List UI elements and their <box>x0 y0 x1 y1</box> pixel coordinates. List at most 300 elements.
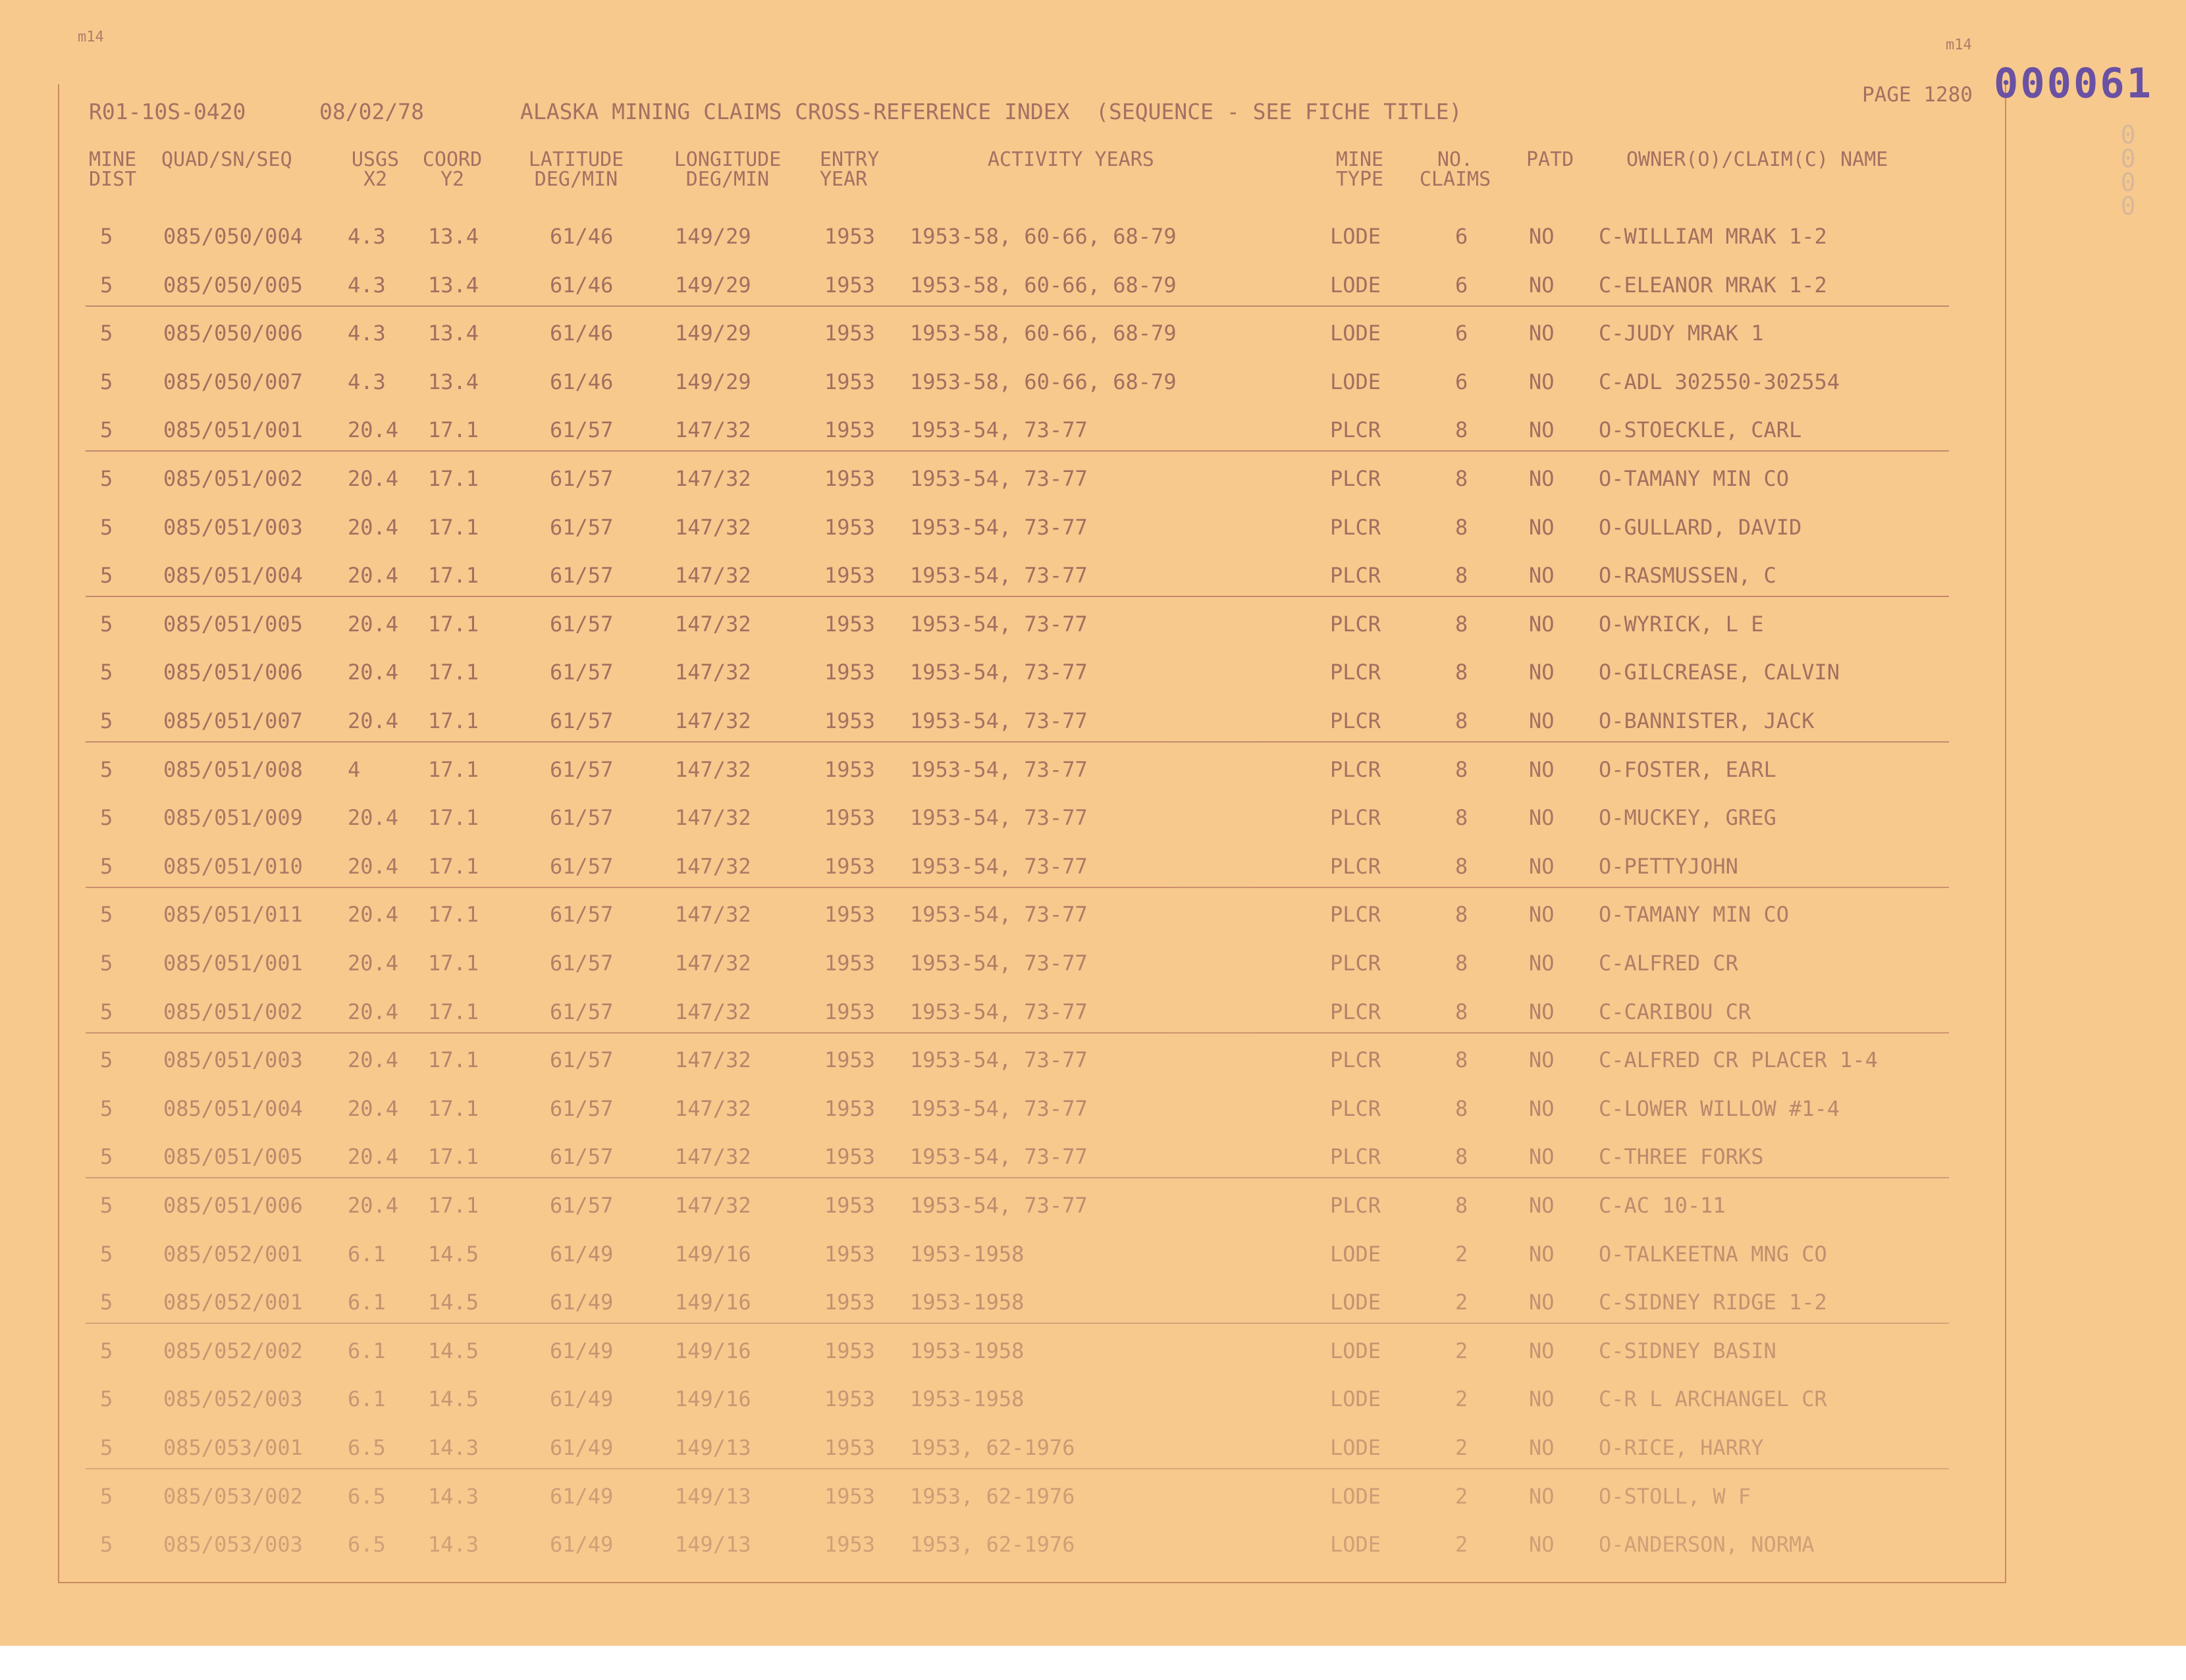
cell-dist: 5 <box>100 1435 113 1460</box>
cell-y2: 17.1 <box>428 1193 479 1218</box>
cell-lat: 61/49 <box>550 1241 614 1267</box>
cell-lat: 61/57 <box>550 951 614 976</box>
cell-claims: 6 <box>1455 321 1468 346</box>
table-row <box>86 1034 1949 1082</box>
cell-lat: 61/57 <box>550 853 614 879</box>
cell-type: PLCR <box>1330 660 1381 685</box>
cell-activity: 1953-54, 73-77 <box>910 1144 1088 1170</box>
cell-type: PLCR <box>1330 466 1381 491</box>
cell-y2: 17.1 <box>428 514 479 540</box>
cell-y2: 17.1 <box>428 563 479 589</box>
report-code: R01-10S-0420 <box>89 99 246 124</box>
cell-claims: 8 <box>1455 1095 1468 1121</box>
table-row <box>86 646 1949 694</box>
cell-lon: 147/32 <box>675 660 751 685</box>
cell-dist: 5 <box>100 1483 113 1509</box>
cell-x2: 6.1 <box>348 1290 386 1315</box>
column-header-line: YEAR <box>820 168 868 191</box>
cell-claims: 2 <box>1455 1290 1468 1315</box>
cell-activity: 1953-54, 73-77 <box>910 417 1088 443</box>
column-header-patd <box>1526 150 1592 170</box>
cell-lat: 61/46 <box>550 369 614 394</box>
cell-dist: 5 <box>100 951 113 976</box>
column-header-line: MINE <box>1335 148 1384 171</box>
cell-entry: 1953 <box>824 853 876 879</box>
cell-claims: 2 <box>1455 1338 1468 1363</box>
cell-x2: 20.4 <box>348 466 399 491</box>
cell-patd: NO <box>1529 466 1555 491</box>
cell-claims: 8 <box>1455 1144 1468 1170</box>
cell-patd: NO <box>1529 1095 1555 1121</box>
cell-activity: 1953-54, 73-77 <box>910 563 1088 589</box>
cell-lat: 61/49 <box>550 1338 614 1363</box>
document-stamp-number: 000061 <box>1994 59 2153 107</box>
cell-quad: 085/051/006 <box>163 1193 303 1218</box>
cell-type: PLCR <box>1330 999 1381 1024</box>
column-header-line: DIST <box>89 168 137 191</box>
cell-x2: 20.4 <box>348 1095 399 1121</box>
cell-owner: C-CARIBOU CR <box>1599 999 1751 1024</box>
cell-lat: 61/57 <box>550 660 614 685</box>
cell-lat: 61/57 <box>550 902 614 928</box>
column-header-line: MINE <box>89 148 137 171</box>
column-header-line: NO. <box>1437 148 1474 171</box>
cell-lat: 61/49 <box>550 1483 614 1509</box>
cell-type: PLCR <box>1330 1193 1381 1218</box>
cell-owner: C-ADL 302550-302554 <box>1599 369 1840 394</box>
cell-activity: 1953-54, 73-77 <box>910 1193 1088 1218</box>
cell-dist: 5 <box>100 369 113 394</box>
cell-claims: 8 <box>1455 563 1468 589</box>
cell-type: LODE <box>1330 321 1381 346</box>
column-header-line: TYPE <box>1335 168 1384 191</box>
cell-quad: 085/050/007 <box>163 369 303 394</box>
cell-owner: C-ELEANOR MRAK 1-2 <box>1599 272 1827 298</box>
cell-patd: NO <box>1529 272 1555 298</box>
cell-y2: 17.1 <box>428 853 479 879</box>
table-row <box>86 841 1949 888</box>
cell-entry: 1953 <box>824 1193 876 1218</box>
cell-lon: 149/16 <box>675 1386 751 1412</box>
cell-owner: O-TALKEETNA MNG CO <box>1599 1241 1827 1267</box>
cell-patd: NO <box>1529 660 1555 685</box>
cell-quad: 085/053/002 <box>163 1483 303 1509</box>
column-header-line: COORD <box>422 148 483 171</box>
cell-activity: 1953, 62-1976 <box>910 1532 1075 1558</box>
cell-entry: 1953 <box>824 1144 876 1170</box>
cell-owner: O-GILCREASE, CALVIN <box>1599 660 1840 685</box>
cell-lon: 149/29 <box>675 321 751 346</box>
cell-quad: 085/053/001 <box>163 1435 303 1460</box>
column-header-claims <box>1409 150 1501 190</box>
cell-owner: O-RASMUSSEN, C <box>1599 563 1776 589</box>
cell-quad: 085/051/011 <box>163 902 303 928</box>
cell-patd: NO <box>1529 1144 1555 1170</box>
cell-lon: 147/32 <box>675 708 751 733</box>
cell-patd: NO <box>1529 1483 1555 1509</box>
cell-quad: 085/050/006 <box>163 321 303 346</box>
cell-x2: 6.5 <box>348 1532 386 1558</box>
cell-dist: 5 <box>100 999 113 1024</box>
column-header-line: QUAD/SN/SEQ <box>161 148 292 171</box>
cell-y2: 14.3 <box>428 1532 479 1558</box>
column-header-line: OWNER(O)/CLAIM(C) NAME <box>1626 148 1888 171</box>
cell-entry: 1953 <box>824 1483 876 1509</box>
column-header-mine-dist <box>89 150 155 190</box>
cell-dist: 5 <box>100 805 113 831</box>
cell-entry: 1953 <box>824 321 876 346</box>
table-row <box>86 937 1949 985</box>
cell-entry: 1953 <box>824 514 876 540</box>
cell-type: PLCR <box>1330 1095 1381 1121</box>
cell-lon: 147/32 <box>675 1193 751 1218</box>
cell-y2: 13.4 <box>428 321 479 346</box>
cell-patd: NO <box>1529 369 1555 394</box>
cell-y2: 17.1 <box>428 1095 479 1121</box>
table-row <box>86 792 1949 839</box>
table-row <box>86 1325 1949 1373</box>
column-header-latitude <box>517 150 635 190</box>
cell-y2: 13.4 <box>428 224 479 249</box>
cell-owner: C-JUDY MRAK 1 <box>1599 321 1764 346</box>
cell-claims: 8 <box>1455 417 1468 443</box>
cell-patd: NO <box>1529 708 1555 733</box>
cell-x2: 4.3 <box>348 369 386 394</box>
cell-dist: 5 <box>100 1095 113 1121</box>
report-date: 08/02/78 <box>319 99 424 124</box>
cell-lat: 61/57 <box>550 999 614 1024</box>
cell-x2: 6.1 <box>348 1338 386 1363</box>
table-row <box>86 598 1949 646</box>
cell-quad: 085/051/006 <box>163 660 303 685</box>
cell-dist: 5 <box>100 272 113 298</box>
cell-patd: NO <box>1529 563 1555 589</box>
column-header-line: CLAIMS <box>1419 168 1491 191</box>
cell-entry: 1953 <box>824 708 876 733</box>
cell-y2: 17.1 <box>428 466 479 491</box>
cell-dist: 5 <box>100 563 113 589</box>
column-header-line: LATITUDE <box>528 148 624 171</box>
cell-lat: 61/57 <box>550 1144 614 1170</box>
cell-entry: 1953 <box>824 1047 876 1073</box>
cell-x2: 20.4 <box>348 999 399 1024</box>
cell-dist: 5 <box>100 514 113 540</box>
cell-x2: 20.4 <box>348 563 399 589</box>
table-row <box>86 986 1949 1034</box>
cell-lat: 61/57 <box>550 563 614 589</box>
table-row <box>86 211 1949 258</box>
table-row <box>86 695 1949 743</box>
cell-activity: 1953-58, 60-66, 68-79 <box>910 369 1177 394</box>
cell-y2: 17.1 <box>428 756 479 782</box>
cell-activity: 1953-1958 <box>910 1241 1025 1267</box>
cell-y2: 14.5 <box>428 1338 479 1363</box>
cell-type: LODE <box>1330 1241 1381 1267</box>
cell-type: PLCR <box>1330 611 1381 637</box>
cell-y2: 14.3 <box>428 1483 479 1509</box>
cell-entry: 1953 <box>824 1532 876 1558</box>
report-title: ALASKA MINING CLAIMS CROSS-REFERENCE INDEX (SEQUENCE - SEE FICHE TITLE) <box>520 99 1462 124</box>
cell-dist: 5 <box>100 902 113 928</box>
cell-quad: 085/050/004 <box>163 224 303 249</box>
cell-type: PLCR <box>1330 902 1381 928</box>
cell-quad: 085/050/005 <box>163 272 303 298</box>
cell-activity: 1953-58, 60-66, 68-79 <box>910 224 1177 249</box>
cell-claims: 2 <box>1455 1241 1468 1267</box>
column-header-line: ACTIVITY YEARS <box>988 148 1154 171</box>
column-header-activity <box>988 150 1212 170</box>
cell-y2: 17.1 <box>428 805 479 831</box>
cell-claims: 6 <box>1455 224 1468 249</box>
cell-claims: 8 <box>1455 466 1468 491</box>
cell-patd: NO <box>1529 902 1555 928</box>
cell-entry: 1953 <box>824 1095 876 1121</box>
cell-dist: 5 <box>100 708 113 733</box>
cell-x2: 4.3 <box>348 321 386 346</box>
cell-dist: 5 <box>100 1144 113 1170</box>
cell-owner: C-THREE FORKS <box>1599 1144 1764 1170</box>
cell-quad: 085/051/003 <box>163 514 303 540</box>
cell-y2: 17.1 <box>428 1144 479 1170</box>
cell-activity: 1953-54, 73-77 <box>910 756 1088 782</box>
cell-patd: NO <box>1529 951 1555 976</box>
cell-lon: 147/32 <box>675 1047 751 1073</box>
cell-quad: 085/051/003 <box>163 1047 303 1073</box>
cell-y2: 17.1 <box>428 708 479 733</box>
cell-quad: 085/051/001 <box>163 417 303 443</box>
cell-patd: NO <box>1529 1193 1555 1218</box>
cell-quad: 085/053/003 <box>163 1532 303 1558</box>
cell-dist: 5 <box>100 1532 113 1558</box>
cell-entry: 1953 <box>824 902 876 928</box>
cell-quad: 085/051/002 <box>163 999 303 1024</box>
cell-quad: 085/051/008 <box>163 756 303 782</box>
cell-patd: NO <box>1529 853 1555 879</box>
cell-owner: O-GULLARD, DAVID <box>1599 514 1802 540</box>
cell-y2: 14.3 <box>428 1435 479 1460</box>
cell-x2: 20.4 <box>348 902 399 928</box>
column-header-line: X2 <box>363 168 388 191</box>
cell-lon: 149/13 <box>675 1435 751 1460</box>
column-header-quad <box>161 150 333 170</box>
cell-x2: 20.4 <box>348 514 399 540</box>
cell-dist: 5 <box>100 756 113 782</box>
cell-owner: C-ALFRED CR PLACER 1-4 <box>1599 1047 1878 1073</box>
cell-quad: 085/051/005 <box>163 611 303 637</box>
cell-owner: O-FOSTER, EARL <box>1599 756 1776 782</box>
column-header-line: USGS <box>351 148 400 171</box>
table-row <box>86 1373 1949 1421</box>
cell-type: LODE <box>1330 1386 1381 1412</box>
cell-dist: 5 <box>100 1290 113 1315</box>
table-row <box>86 1228 1949 1276</box>
cell-entry: 1953 <box>824 1338 876 1363</box>
cell-lat: 61/49 <box>550 1290 614 1315</box>
column-header-line: LONGITUDE <box>674 148 782 171</box>
cell-lon: 147/32 <box>675 1095 751 1121</box>
cell-owner: C-ALFRED CR <box>1599 951 1738 976</box>
cell-dist: 5 <box>100 611 113 637</box>
table-row <box>86 259 1949 307</box>
cell-type: LODE <box>1330 1435 1381 1460</box>
cell-type: PLCR <box>1330 514 1381 540</box>
cell-owner: O-WYRICK, L E <box>1599 611 1764 637</box>
cell-claims: 8 <box>1455 1047 1468 1073</box>
cell-type: LODE <box>1330 1338 1381 1363</box>
cell-activity: 1953-54, 73-77 <box>910 999 1088 1024</box>
cell-lon: 149/16 <box>675 1290 751 1315</box>
cell-owner: O-ANDERSON, NORMA <box>1599 1532 1815 1558</box>
cell-y2: 17.1 <box>428 902 479 928</box>
cell-x2: 20.4 <box>348 853 399 879</box>
cell-patd: NO <box>1529 1338 1555 1363</box>
cell-x2: 20.4 <box>348 951 399 976</box>
cell-y2: 14.5 <box>428 1386 479 1412</box>
cell-patd: NO <box>1529 1532 1555 1558</box>
cell-dist: 5 <box>100 1047 113 1073</box>
cell-lat: 61/57 <box>550 708 614 733</box>
cell-x2: 20.4 <box>348 1047 399 1073</box>
cell-type: PLCR <box>1330 1047 1381 1073</box>
cell-dist: 5 <box>100 660 113 685</box>
cell-claims: 8 <box>1455 805 1468 831</box>
cell-lon: 149/16 <box>675 1338 751 1363</box>
column-header-line: DEG/MIN <box>685 168 770 191</box>
cell-dist: 5 <box>100 1338 113 1363</box>
cell-entry: 1953 <box>824 1241 876 1267</box>
cell-activity: 1953-54, 73-77 <box>910 805 1088 831</box>
cell-y2: 13.4 <box>428 369 479 394</box>
cell-patd: NO <box>1529 1386 1555 1412</box>
cell-entry: 1953 <box>824 466 876 491</box>
cell-patd: NO <box>1529 999 1555 1024</box>
cell-owner: O-TAMANY MIN CO <box>1599 466 1789 491</box>
cell-type: PLCR <box>1330 1144 1381 1170</box>
cell-dist: 5 <box>100 1386 113 1412</box>
cell-owner: C-R L ARCHANGEL CR <box>1599 1386 1827 1412</box>
cell-lon: 149/29 <box>675 369 751 394</box>
table-row <box>86 1422 1949 1469</box>
cell-lat: 61/57 <box>550 611 614 637</box>
cell-type: LODE <box>1330 1532 1381 1558</box>
cell-entry: 1953 <box>824 805 876 831</box>
cell-dist: 5 <box>100 321 113 346</box>
cell-claims: 2 <box>1455 1483 1468 1509</box>
side-stamp-digits: 0000 <box>2120 119 2136 219</box>
cell-entry: 1953 <box>824 756 876 782</box>
cell-y2: 14.5 <box>428 1290 479 1315</box>
cell-type: PLCR <box>1330 756 1381 782</box>
column-header-owner <box>1626 150 1969 170</box>
table-row <box>86 550 1949 597</box>
cell-claims: 8 <box>1455 951 1468 976</box>
cell-x2: 20.4 <box>348 660 399 685</box>
cell-claims: 8 <box>1455 611 1468 637</box>
cell-type: LODE <box>1330 1290 1381 1315</box>
cell-patd: NO <box>1529 514 1555 540</box>
cell-lon: 147/32 <box>675 466 751 491</box>
cell-x2: 6.5 <box>348 1483 386 1509</box>
cell-x2: 6.5 <box>348 1435 386 1460</box>
cell-quad: 085/051/010 <box>163 853 303 879</box>
table-row <box>86 1083 1949 1130</box>
cell-x2: 4.3 <box>348 224 386 249</box>
cell-quad: 085/052/003 <box>163 1386 303 1412</box>
cell-patd: NO <box>1529 1241 1555 1267</box>
table-row <box>86 502 1949 549</box>
cell-owner: O-PETTYJOHN <box>1599 853 1738 879</box>
column-header-coord-y2 <box>416 150 489 190</box>
cell-patd: NO <box>1529 417 1555 443</box>
cell-lon: 149/13 <box>675 1483 751 1509</box>
table-row <box>86 744 1949 791</box>
cell-type: PLCR <box>1330 708 1381 733</box>
cell-type: LODE <box>1330 369 1381 394</box>
table-row <box>86 307 1949 355</box>
cell-claims: 8 <box>1455 902 1468 928</box>
cell-x2: 20.4 <box>348 417 399 443</box>
cell-entry: 1953 <box>824 951 876 976</box>
cell-activity: 1953-54, 73-77 <box>910 1047 1088 1073</box>
cell-quad: 085/051/004 <box>163 1095 303 1121</box>
cell-activity: 1953-58, 60-66, 68-79 <box>910 272 1177 298</box>
cell-owner: C-AC 10-11 <box>1599 1193 1726 1218</box>
cell-lon: 147/32 <box>675 417 751 443</box>
cell-lat: 61/57 <box>550 805 614 831</box>
page-number: PAGE 1280 <box>1862 83 1973 107</box>
cell-entry: 1953 <box>824 417 876 443</box>
cell-type: PLCR <box>1330 951 1381 976</box>
cell-x2: 20.4 <box>348 708 399 733</box>
cell-x2: 4 <box>348 756 361 782</box>
cell-x2: 20.4 <box>348 1193 399 1218</box>
cell-activity: 1953-54, 73-77 <box>910 902 1088 928</box>
table-row <box>86 453 1949 500</box>
cell-lat: 61/49 <box>550 1532 614 1558</box>
cell-x2: 4.3 <box>348 272 386 298</box>
cell-patd: NO <box>1529 611 1555 637</box>
cell-lat: 61/57 <box>550 1047 614 1073</box>
cell-owner: O-STOECKLE, CARL <box>1599 417 1802 443</box>
cell-activity: 1953-54, 73-77 <box>910 660 1088 685</box>
cell-activity: 1953-1958 <box>910 1290 1025 1315</box>
table-row <box>86 1519 1949 1566</box>
margin-mark-left: m14 <box>78 29 104 45</box>
cell-type: PLCR <box>1330 563 1381 589</box>
cell-entry: 1953 <box>824 563 876 589</box>
cell-claims: 6 <box>1455 369 1468 394</box>
cell-dist: 5 <box>100 1241 113 1267</box>
cell-entry: 1953 <box>824 272 876 298</box>
cell-claims: 8 <box>1455 999 1468 1024</box>
cell-entry: 1953 <box>824 1435 876 1460</box>
cell-y2: 17.1 <box>428 951 479 976</box>
cell-claims: 2 <box>1455 1532 1468 1558</box>
cell-owner: C-SIDNEY RIDGE 1-2 <box>1599 1290 1827 1315</box>
cell-patd: NO <box>1529 321 1555 346</box>
cell-entry: 1953 <box>824 1386 876 1412</box>
cell-quad: 085/051/002 <box>163 466 303 491</box>
cell-quad: 085/052/001 <box>163 1290 303 1315</box>
cell-activity: 1953, 62-1976 <box>910 1435 1075 1460</box>
cell-lon: 147/32 <box>675 951 751 976</box>
cell-entry: 1953 <box>824 611 876 637</box>
cell-activity: 1953, 62-1976 <box>910 1483 1075 1509</box>
cell-x2: 6.1 <box>348 1241 386 1267</box>
column-header-entry <box>820 150 892 190</box>
cell-y2: 17.1 <box>428 417 479 443</box>
cell-claims: 2 <box>1455 1435 1468 1460</box>
